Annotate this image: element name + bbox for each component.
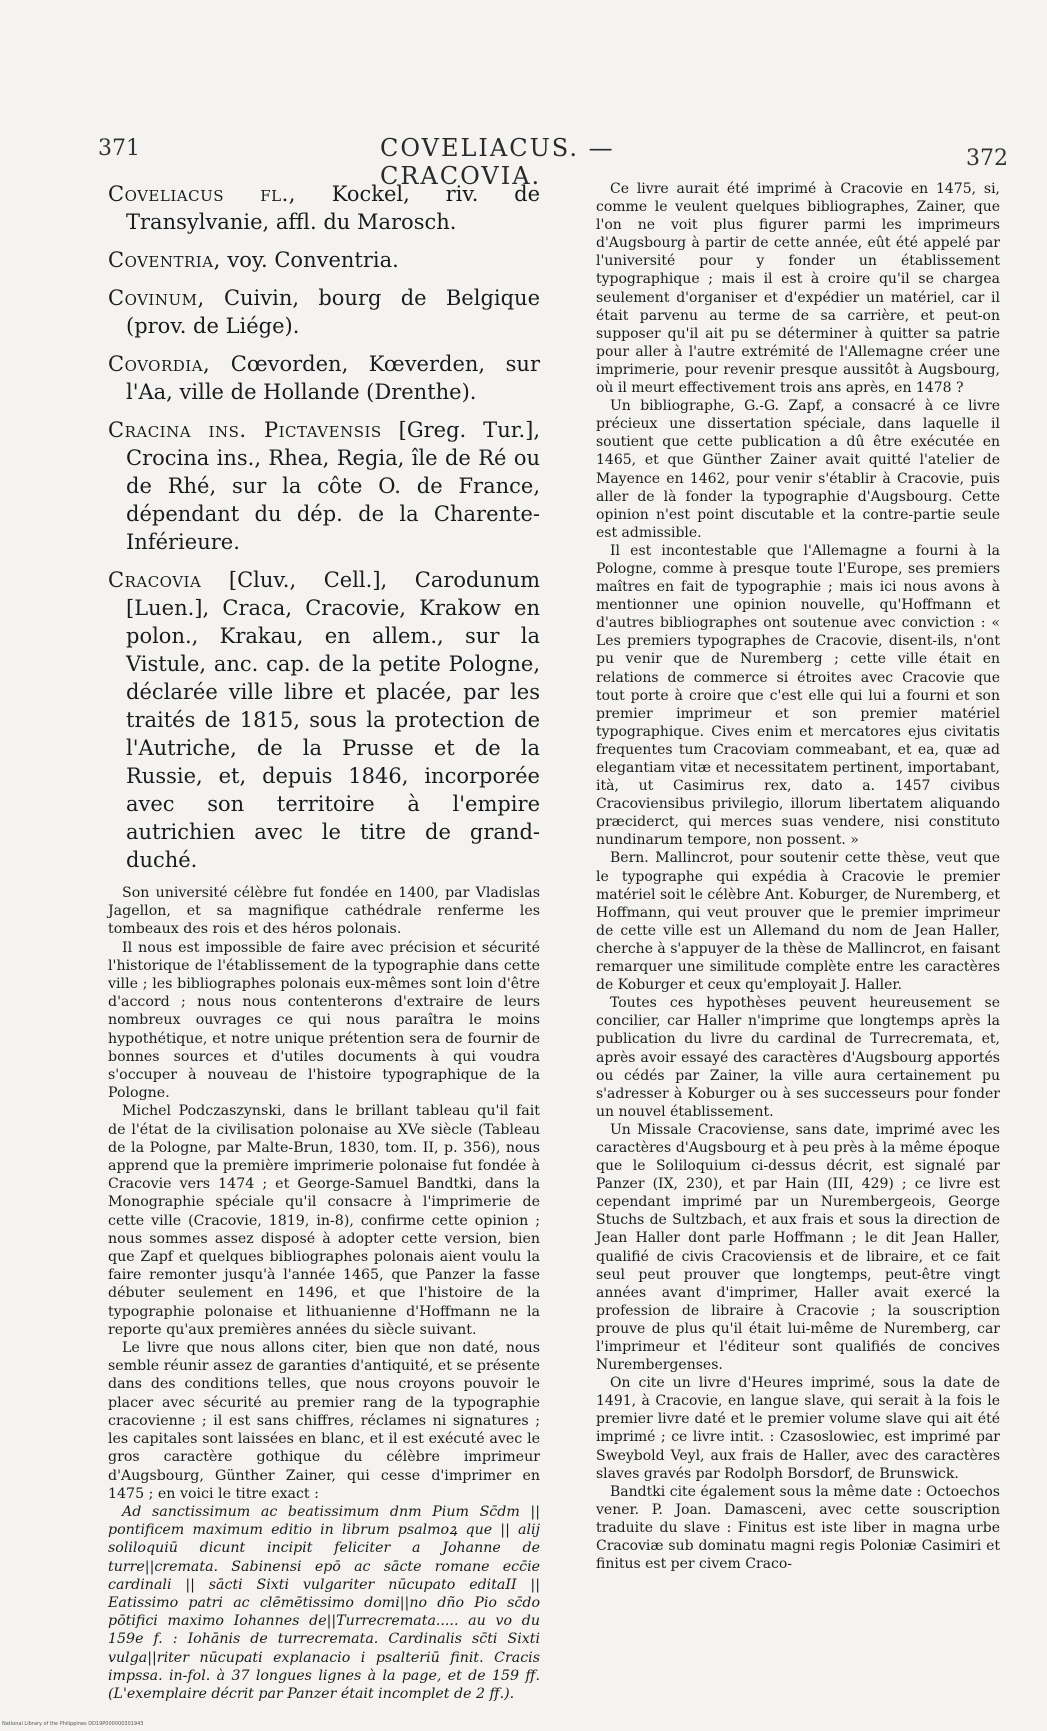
paragraph: Ce livre aurait été imprimé à Cracovie en 1475, si, comme le veulent quelques bibliographes, Zainer, que l'on ne voit plus figurer parmi les imprimeurs d'Augsbourg à partir de cette année, eût été appelé par l'université pour y fonder un établissement typographique ; mais il est à croire qu'il se chargea seulement d'organiser et d'expédier un matériel, car il était parvenu au terme de sa carrière, et peut-on supposer qu'il ait pu se déterminer à quitter sa patrie pour aller à l'autre extrémité de l'Allemagne créer une imprimerie, pour revenir presque aussitôt à Augsbourg, où il meurt effectivement trois ans après, en 1478 ? [596,181,1000,397]
paragraph: Bandtki cite également sous la même date : Octoechos vener. P. Joan. Damasceni, avec cette souscription traduite du slave : Finitus est iste liber in magna urbe Cracoviæ sub dominatu magni regis Poloniæ Casimiri et finitus est per civem Craco- [596,1483,1000,1573]
left-column [108,180,540,1703]
paragraph: Un bibliographe, G.-G. Zapf, a consacré à ce livre précieux une dissertation spéciale, dans laquelle il soutient que cette publication a dû être exécutée en 1465, et que Günther Zainer avait quitté l'atelier de Mayence en 1462, pour venir s'établir à Cracovie, puis aller de là fonder la typographie d'Augsbourg. Cette opinion n'est point discutable et la contre-partie seule est admissible. [596,398,1000,541]
entry-head: Cracovia [108,568,202,592]
entry-text: Kockel, riv. de Transylvanie, affl. du Marosch. [126,182,540,234]
paragraph: Un Missale Cracoviense, sans date, imprimé avec les caractères d'Augsbourg et à peu près à la même époque que le Soliloquium ci-dessus décrit, est signalé par Panzer (IX, 230), et par Hain (III, 429) ; ce livre est cependant imprimé par un Nurembergeois, George Stuchs de Sultzbach, et aux frais et sous la direction de Jean Haller dont parle Hoffmann ; le dit Jean Haller, qualifié de civis Cracoviensis et de libraire, et ce fait seul peut prouver que longtemps, peut-être vingt années avant d'imprimer, Haller avait exercé la profession de libraire à Cracovie ; la souscription prouve de plus qu'il était lui-même de Nuremberg, car l'imprimeur et l'éditeur sont qualifiés de concives Nurembergenses. [596,1121,1000,1374]
entry-cracovia [108,566,540,874]
entry-covinum [108,284,540,340]
entry-covordia [108,350,540,406]
paragraph: Il nous est impossible de faire avec précision et sécurité l'historique de l'établissement de la typographie dans cette ville ; les bibliographes polonais eux-mêmes sont loin d'être d'accord ; nous nous contenterons d'extraire de leurs nombreux ouvrages ce qui nous paraîtra le moins hypothétique, et notre unique prétention sera de fournir de bonnes sources et d'utiles documents à qui voudra s'occuper à nouveau de l'histoire typographique de la Pologne. [108,939,540,1102]
entry-head: Coventria, [108,248,221,272]
entry-text: Cœvorden, Kœverden, sur l'Aa, ville de Hollande (Drenthe). [126,352,540,404]
paragraph: Bern. Mallincrot, pour soutenir cette thèse, veut que le typographe qui expédia à Cracovie le premier matériel soit le célèbre Ant. Koburger, de Nuremberg, et Hoffmann, qui veut prouver que le premier imprimeur de cette ville est un Allemand du nom de Jean Haller, cherche à s'appuyer de la thèse de Mallincrot, en faisant remarquer une similitude complète entre les caractères de Koburger et ceux qu'employait J. Haller. [596,850,1000,994]
right-column [596,180,1000,1573]
entry-coveliacus [108,180,540,236]
page-number-left: 371 [98,136,140,161]
entry-text: [Greg. Tur.], Crocina ins., Rhea, Regia, île de Ré ou de Rhé, sur la côte O. de France, dépendant du dép. de la Charente-Inférieure. [126,418,540,554]
quoted-title: Ad sanctissimum ac beatissimum dnm Pium Sc̄dm || pontificem maximum editio in librum psalmoꝝ que || alij soliloquiū dicunt incipit feliciter a Johanne de turre||cremata. Sabinensi epō ac sācte romane ecc̄ie cardinali || sācti Sixti vulgariter nūcupato editaII || Eatissimo patri ac clēmētissimo domi||no dño Pio sc̄do pōtifici maximo Iohannes de||Turrecremata..... au vo du 159e f. : Iohānis de turrecremata. Cardinalis sc̄ti Sixti vulga||riter nūcupati explanacio i psalteriū finit. Cracis impssa. in-fol. à 37 longues lignes à la page, et de 159 ff. (L'exemplaire décrit par Panzer était incomplet de 2 ff.). [108,1503,540,1702]
paragraph: Toutes ces hypothèses peuvent heureusement se concilier, car Haller n'imprime que longtemps après la publication du livre du cardinal de Turrecremata, et, après avoir essayé des caractères d'Augsbourg apportés ou cédés par Zainer, la ville aura certainement pu s'adresser à Koburger ou à ses successeurs pour fonder un nouvel établissement. [596,995,1000,1120]
paragraph: Le livre que nous allons citer, bien que non daté, nous semble réunir assez de garanties d'antiquité, et se présente dans des conditions telles, que nous croyons pouvoir le placer avec sécurité au premier rang de la typographie cracovienne ; il est sans chiffres, réclames ni signatures ; les capitales sont laissées en blanc, et il est exécuté avec le gros caractère gothique du célèbre imprimeur d'Augsbourg, Günther Zainer, qui cesse d'imprimer en 1475 ; en voici le titre exact : [108,1340,540,1502]
entry-head: Coveliacus fl., [108,182,296,206]
entry-text: [Cluv., Cell.], Carodunum [Luen.], Craca, Cracovie, Krakow en polon., Krakau, en allem., sur la Vistule, anc. cap. de la petite Pologne, déclarée ville libre et placée, par les traités de 1815, sous la protection de l'Autriche, de la Prusse et de la Russie, et, depuis 1846, incorporée avec son territoire à l'empire autrichien avec le titre de grand-duché. [126,568,540,872]
entry-cracina [108,416,540,556]
paragraph: Il est incontestable que l'Allemagne a fourni à la Pologne, comme à presque toute l'Europe, ses premiers maîtres en fait de typographie ; mais ici nous avons à mentionner une opinion nouvelle, qu'Hoffmann et d'autres bibliographes ont soutenue avec conviction : « Les premiers typographes de Cracovie, disent-ils, n'ont pu venir que de Nuremberg ; cette ville était en relations de commerce si étroites avec Cracovie que tout porte à croire que c'est elle qui lui a fourni et son premier imprimeur et son premier matériel typographique. Cives enim et mercatores ejus civitatis frequentes tum Cracoviam commeabant, et ea, quæ ad elegantiam vitæ et necessitatem pertinent, importabant, ità, ut Casimirus rex, dato a. 1457 civibus Cracoviensibus privilegio, illorum libertatem aliquando præciderct, qui merces suas vendere, nisi constituto nundinarum tempore, non possent. » [596,542,1000,849]
entry-head: Cracina ins. Pictavensis [108,418,382,442]
entry-head: Covinum, [108,286,205,310]
entry-text: voy. Conventria. [220,248,399,272]
entry-coventria [108,246,540,274]
paragraph: Son université célèbre fut fondée en 1400, par Vladislas Jagellon, et sa magnifique cathédrale renferme les tombeaux des rois et des héros polonais. [108,885,540,938]
paragraph: On cite un livre d'Heures imprimé, sous la date de 1491, à Cracovie, en langue slave, qui serait à la fois le premier livre daté et le premier volume slave qui ait été imprimé ; ce livre intit. : Czasoslowiec, est imprimé par Sweybold Veyl, aux frais de Haller, avec des caractères slaves gravés par Rodolph Borsdorf, de Brunswick. [596,1375,1000,1482]
entry-head: Covordia, [108,352,211,376]
running-title: COVELIACUS. — CRACOVIA. [380,134,615,190]
paragraph: Michel Podczaszynski, dans le brillant tableau qu'il fait de l'état de la civilisation polonaise au XVe siècle (Tableau de la Pologne, par Malte-Brun, 1830, tom. II, p. 356), nous apprend que la première imprimerie polonaise fut fondée à Cracovie vers 1474 ; et George-Samuel Bandtki, dans la Monographie spéciale qu'il consacre à l'imprimerie de cette ville (Cracovie, 1819, in-8), confirme cette opinion ; nous sommes assez disposé à adopter cette version, bien que Zapf et quelques bibliographes polonais aient voulu la faire remonter jusqu'à l'année 1465, que Panzer la fasse débuter seulement en 1496, et que l'histoire de la typographie polonaise et lithuanienne d'Hoffmann ne la reporte qu'aux premières années du siècle suivant. [108,1103,540,1338]
library-credit: National Library of the Philippines DD19P000000301943 [2,1721,144,1727]
entry-text: Cuivin, bourg de Belgique (prov. de Liége). [126,286,540,338]
page-number-right: 372 [966,146,1008,171]
